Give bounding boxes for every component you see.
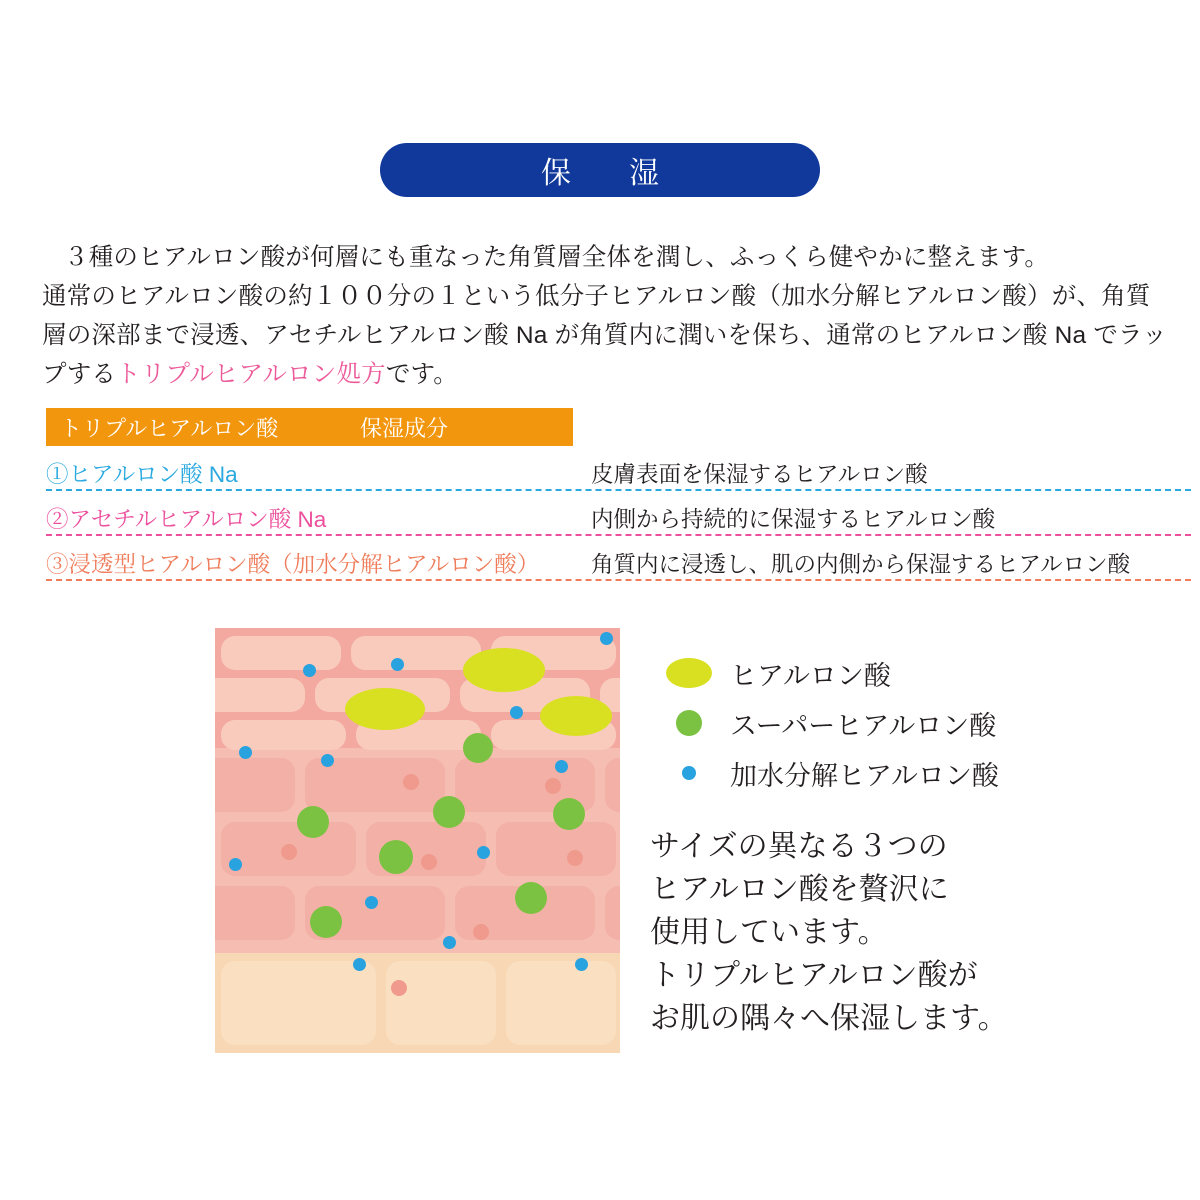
- lead-line-4-suffix: です。: [385, 361, 458, 388]
- hydrolyzed-hyaluronic-acid-icon: [648, 766, 730, 780]
- caption-line-4: トリプルヒアルロン酸が: [650, 959, 978, 992]
- hydrolyzed-hyaluronic-acid: [303, 664, 316, 677]
- legend-label: 加水分解ヒアルロン酸: [730, 760, 999, 791]
- table-cell-name: ②アセチルヒアルロン酸 Na: [46, 507, 327, 532]
- cell-nucleus: [391, 980, 407, 996]
- hydrolyzed-hyaluronic-acid: [555, 760, 568, 773]
- ingredient-table: [46, 408, 1186, 581]
- caption-text: [650, 825, 1190, 1040]
- page-title: 保 湿: [380, 143, 820, 197]
- hydrolyzed-hyaluronic-acid: [600, 632, 613, 645]
- table-row: [46, 491, 1186, 534]
- title-banner: [0, 143, 1200, 197]
- row-divider: [46, 579, 1191, 581]
- skin-cell: [386, 961, 496, 1045]
- super-hyaluronic-acid: [310, 906, 342, 938]
- cell-nucleus: [545, 778, 561, 794]
- table-cell-name: ①ヒアルロン酸 Na: [46, 462, 238, 487]
- legend-item: [648, 698, 1188, 748]
- caption-line-2: ヒアルロン酸を贅沢に: [650, 873, 949, 906]
- skin-cell: [506, 961, 616, 1045]
- hydrolyzed-hyaluronic-acid: [321, 754, 334, 767]
- hydrolyzed-hyaluronic-acid: [229, 858, 242, 871]
- table-row: [46, 446, 1186, 489]
- hydrolyzed-hyaluronic-acid: [575, 958, 588, 971]
- table-cell-desc: 角質内に浸透し、肌の内側から保湿するヒアルロン酸: [591, 552, 1131, 577]
- skin-cell: [496, 822, 616, 876]
- skin-cell: [215, 758, 295, 812]
- super-hyaluronic-acid-icon: [648, 710, 730, 736]
- super-hyaluronic-acid: [433, 796, 465, 828]
- table-cell-name: ③浸透型ヒアルロン酸（加水分解ヒアルロン酸）: [46, 552, 540, 577]
- super-hyaluronic-acid: [553, 798, 585, 830]
- table-row: [46, 536, 1186, 579]
- cell-nucleus: [421, 854, 437, 870]
- table-header-col2: 保湿成分: [360, 415, 449, 441]
- hydrolyzed-hyaluronic-acid: [365, 896, 378, 909]
- hydrolyzed-hyaluronic-acid: [391, 658, 404, 671]
- table-cell-desc: 内側から持続的に保湿するヒアルロン酸: [591, 507, 996, 532]
- caption-line-3: 使用しています。: [650, 916, 888, 949]
- hyaluronic-acid-large: [345, 688, 425, 730]
- cell-nucleus: [567, 850, 583, 866]
- super-hyaluronic-acid: [379, 840, 413, 874]
- skin-cell: [221, 636, 341, 670]
- legend-label: スーパーヒアルロン酸: [730, 710, 997, 741]
- cell-nucleus: [281, 844, 297, 860]
- lead-line-1: ３種のヒアルロン酸が何層にも重なった角質層全体を潤し、ふっくら健やかに整えます。: [64, 244, 1050, 271]
- hydrolyzed-hyaluronic-acid: [477, 846, 490, 859]
- super-hyaluronic-acid: [297, 806, 329, 838]
- skin-cross-section-illustration: [215, 628, 620, 1053]
- skin-cell: [215, 886, 295, 940]
- hyaluronic-acid-large-icon: [648, 658, 730, 688]
- table-header-row: [46, 408, 573, 446]
- cell-nucleus: [473, 924, 489, 940]
- lead-line-4-prefix: プする: [42, 361, 117, 388]
- hydrolyzed-hyaluronic-acid: [239, 746, 252, 759]
- skin-cell: [221, 720, 346, 750]
- cell-nucleus: [403, 774, 419, 790]
- skin-cell: [351, 636, 481, 670]
- caption-line-5: お肌の隅々へ保湿します。: [650, 1002, 1008, 1035]
- legend: [648, 648, 1188, 798]
- lead-line-2: 通常のヒアルロン酸の約１００分の１という低分子ヒアルロン酸（加水分解ヒアルロン酸）が、角質: [42, 283, 1151, 310]
- legend-item: [648, 748, 1188, 798]
- lead-paragraph: [42, 238, 1172, 394]
- hyaluronic-acid-large: [540, 696, 612, 736]
- skin-cell: [215, 678, 305, 712]
- caption-line-1: サイズの異なる３つの: [650, 830, 948, 863]
- legend-item: [648, 648, 1188, 698]
- hydrolyzed-hyaluronic-acid: [510, 706, 523, 719]
- hydrolyzed-hyaluronic-acid: [443, 936, 456, 949]
- lead-highlight: トリプルヒアルロン処方: [116, 361, 386, 388]
- skin-cell: [221, 961, 376, 1045]
- table-cell-desc: 皮膚表面を保湿するヒアルロン酸: [591, 462, 928, 487]
- legend-label: ヒアルロン酸: [730, 660, 891, 691]
- super-hyaluronic-acid: [463, 733, 493, 763]
- super-hyaluronic-acid: [515, 882, 547, 914]
- hydrolyzed-hyaluronic-acid: [353, 958, 366, 971]
- skin-cell: [605, 758, 620, 812]
- lead-line-3: 層の深部まで浸透、アセチルヒアルロン酸 Na が角質内に潤いを保ち、通常のヒアルロン酸 Na でラッ: [42, 322, 1167, 349]
- table-header-col1: トリプルヒアルロン酸: [60, 415, 279, 441]
- hyaluronic-acid-large: [463, 648, 545, 692]
- skin-cell: [605, 886, 620, 940]
